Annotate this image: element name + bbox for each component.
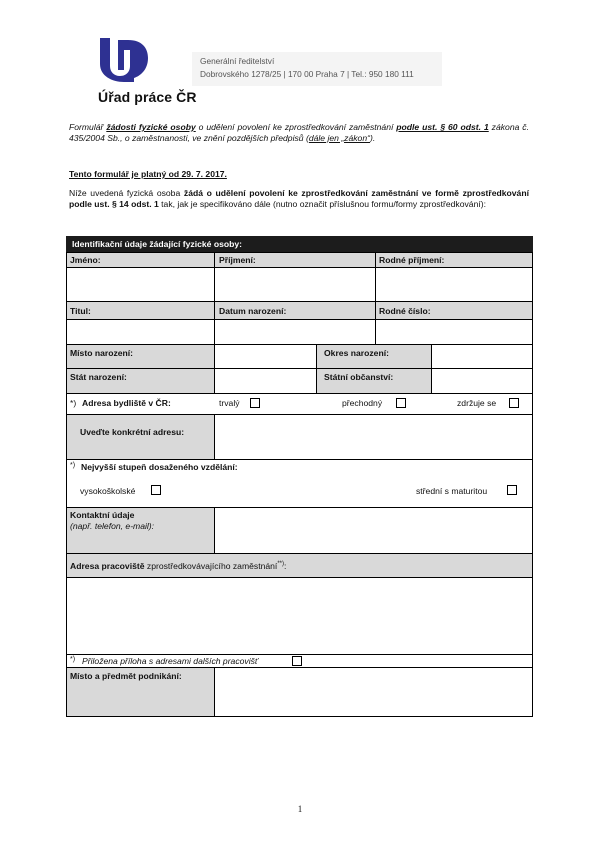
intro-paragraph: Formulář žádosti fyzické osoby o udělení povolení ke zprostředkování zaměstnání podle ust. § 60 odst. 1 zákona č. 435/2004 Sb., o zaměstnanosti, ve znění pozdějších předpisů (dále jen „zákon“). [69, 122, 529, 143]
form-section-title: Identifikační údaje žádající fyzické osoby: [72, 239, 243, 249]
label-prechodny: přechodný [342, 398, 383, 408]
rule [66, 301, 533, 302]
office-name: Generální ředitelství [200, 56, 275, 66]
label-statni-obcanstvi: Státní občanství: [324, 372, 394, 382]
attachment-asterisk: *) [70, 656, 76, 663]
label-trvaly: trvalý [219, 398, 240, 408]
field-rodne-cislo[interactable] [376, 320, 532, 344]
field-pracoviste[interactable] [67, 578, 532, 654]
label-pracoviste: Adresa pracoviště zprostředkovávajícího zaměstnání**): [70, 561, 287, 571]
label-adresa-bydliste: Adresa bydliště v ČR: [82, 398, 171, 408]
rule-v [316, 344, 317, 393]
checkbox-vysokoskolske[interactable] [151, 485, 161, 495]
field-okres-narozeni[interactable] [432, 345, 532, 368]
label-stredni: střední s maturitou [416, 486, 488, 496]
address-asterisk: *) [70, 398, 77, 408]
label-misto-podnikani: Místo a předmět podnikání: [70, 671, 182, 681]
checkbox-zdrzuje-se[interactable] [509, 398, 519, 408]
field-kontakt[interactable] [215, 508, 532, 553]
label-misto-narozeni: Místo narození: [70, 348, 134, 358]
field-prijmeni[interactable] [215, 268, 375, 301]
label-prijmeni: Příjmení: [219, 255, 256, 265]
label-jmeno: Jméno: [70, 255, 101, 265]
field-titul[interactable] [67, 320, 214, 344]
page-number: 1 [297, 804, 303, 814]
office-address: Dobrovského 1278/25 | 170 00 Praha 7 | Tel.: 950 180 111 [200, 69, 414, 79]
label-rodne-cislo: Rodné číslo: [379, 306, 431, 316]
label-stat-narozeni: Stát narození: [70, 372, 127, 382]
label-priloha: Přiložena příloha s adresami dalších pracovišť [82, 656, 258, 666]
name-header-row [67, 253, 532, 267]
label-datum-narozeni: Datum narození: [219, 306, 287, 316]
field-misto-narozeni[interactable] [215, 345, 316, 368]
request-paragraph: Níže uvedená fyzická osoba žádá o udělení povolení ke zprostředkování zaměstnání ve formě zprostředkování podle ust. § 14 odst. 1 tak, jak je specifikováno dále (nutno označit příslušnou formu/formy zprostředkování): [69, 188, 529, 209]
rule [66, 252, 533, 253]
field-jmeno[interactable] [67, 268, 214, 301]
label-vzdelani: Nejvyšší stupeň dosaženého vzdělání: [81, 462, 238, 472]
label-kontakt-hint: (např. telefon, e-mail): [70, 521, 155, 531]
field-konkretni-adresa[interactable] [215, 415, 532, 459]
label-konkretni-adresa: Uveďte konkrétní adresu: [80, 427, 185, 437]
urad-prace-logo [98, 36, 150, 84]
brand-name: Úřad práce ČR [98, 89, 197, 105]
label-kontakt: Kontaktní údaje [70, 510, 135, 520]
label-vysokoskolske: vysokoškolské [80, 486, 136, 496]
education-asterisk: *) [70, 462, 76, 469]
label-zdrzuje-se: zdržuje se [457, 398, 497, 408]
checkbox-priloha[interactable] [292, 656, 302, 666]
field-rodne-prijmeni[interactable] [376, 268, 532, 301]
checkbox-prechodny[interactable] [396, 398, 406, 408]
field-statni-obcanstvi[interactable] [432, 369, 532, 393]
field-stat-narozeni[interactable] [215, 369, 316, 393]
checkbox-stredni[interactable] [507, 485, 517, 495]
rule [66, 393, 533, 394]
logo-bar [118, 40, 124, 70]
address-label-shade [67, 415, 214, 459]
label-titul: Titul: [70, 306, 91, 316]
field-datum-narozeni[interactable] [215, 320, 375, 344]
validity-note: Tento formulář je platný od 29. 7. 2017. [69, 169, 227, 179]
label-okres-narozeni: Okres narození: [324, 348, 389, 358]
checkbox-trvaly[interactable] [250, 398, 260, 408]
field-misto-podnikani[interactable] [215, 668, 532, 716]
title-header-row [67, 302, 532, 319]
rule [66, 459, 533, 460]
rule [66, 553, 533, 554]
rule [66, 654, 533, 655]
label-rodne-prijmeni: Rodné příjmení: [379, 255, 445, 265]
